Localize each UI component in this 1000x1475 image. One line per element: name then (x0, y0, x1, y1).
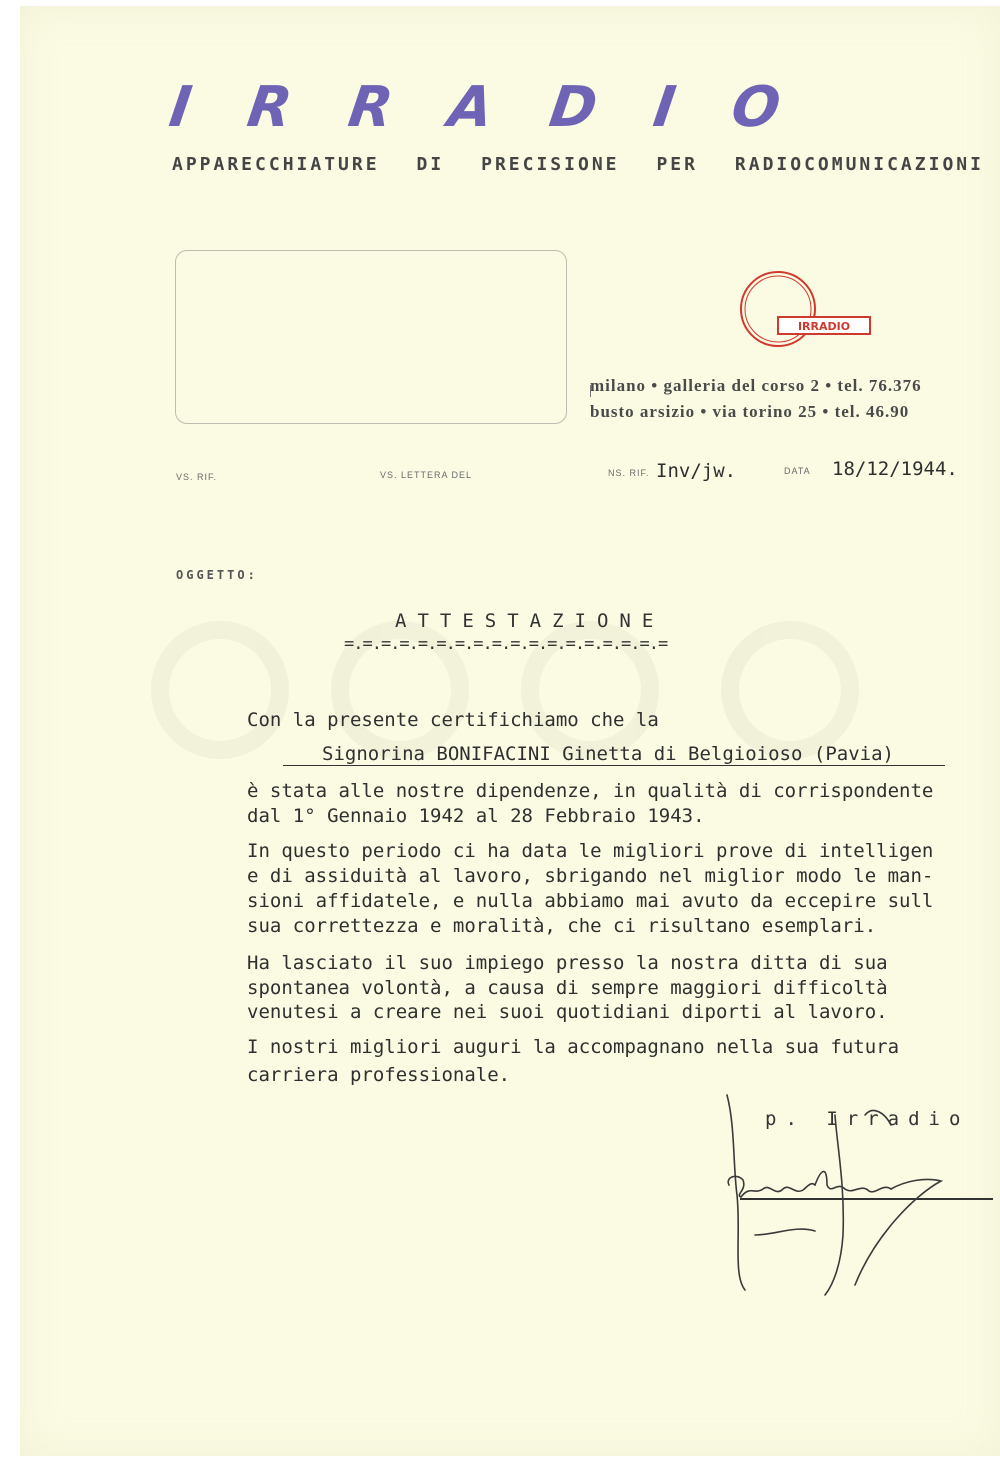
title-underline: =.=.=.=.=.=.=.=.=.=.=.=.=.=.=.=.=.= (344, 634, 668, 654)
brand-wordmark (165, 75, 785, 140)
body-line: spontanea volontà, a causa di sempre maggiori difficoltà (247, 977, 888, 999)
brand-letter: I (649, 75, 680, 140)
address-line-busto: busto arsizio • via torino 25 • tel. 46.90 (590, 402, 910, 421)
signature-label: p. Irradio (765, 1108, 970, 1130)
body-line: sua correttezza e moralità, che ci risultano esemplari. (247, 915, 877, 937)
brand-letter: D (545, 75, 602, 140)
tagline-word: RADIOCOMUNICAZIONI (734, 154, 984, 175)
logo-text: IRRADIO (797, 320, 851, 333)
brand-letter: I (165, 75, 196, 140)
brand-letter: R (344, 75, 397, 140)
date-value: 18/12/1944. (832, 458, 958, 480)
letterhead-tagline (172, 154, 984, 175)
document-title: ATTESTAZIONE (395, 610, 665, 632)
body-line: In questo periodo ci ha data le migliori prove di intelligen (247, 840, 934, 862)
body-line: carriera professionale. (247, 1064, 511, 1086)
ns-rif-label: NS. RIF. (608, 468, 650, 478)
body-line-name: Signorina BONIFACINI Ginetta di Belgioioso (Pavia) (322, 743, 894, 765)
body-line: dal 1° Gennaio 1942 al 28 Febbraio 1943. (247, 805, 705, 827)
body-line: Ha lasciato il suo impiego presso la nostra ditta di sua (247, 952, 888, 974)
data-label: DATA (784, 466, 811, 476)
irradio-logo (738, 268, 873, 350)
tagline-word: PER (656, 154, 698, 175)
brand-letter: O (727, 75, 785, 140)
oggetto-label: OGGETTO: (176, 568, 258, 582)
name-underline (283, 765, 945, 766)
vs-rif-label: VS. RIF. (176, 472, 218, 482)
body-line: I nostri migliori auguri la accompagnano nella sua futura (247, 1036, 900, 1058)
handwritten-signature (715, 1085, 955, 1300)
ns-rif-value: Inv/jw. (656, 460, 737, 482)
address-window-box (175, 250, 567, 424)
body-line: è stata alle nostre dipendenze, in qualità di corrispondente (247, 780, 934, 802)
brand-letter: A (444, 75, 498, 140)
tagline-word: DI (416, 154, 445, 175)
body-line: Con la presente certifichiamo che la (247, 709, 659, 731)
body-line: sioni affidatele, e nulla abbiamo mai avuto da eccepire sull (247, 890, 934, 912)
brand-letter: R (243, 75, 297, 140)
vs-lettera-label: VS. LETTERA DEL (380, 470, 473, 480)
body-line: e di assiduità al lavoro, sbrigando nel miglior modo le man- (247, 865, 934, 887)
tagline-word: PRECISIONE (481, 154, 620, 175)
address-line-milano: milano • galleria del corso 2 • tel. 76.376 (590, 376, 922, 395)
tagline-word: APPARECCHIATURE (172, 154, 380, 175)
body-line: venutesi a creare nei suoi quotidiani diporti al lavoro. (247, 1001, 888, 1023)
